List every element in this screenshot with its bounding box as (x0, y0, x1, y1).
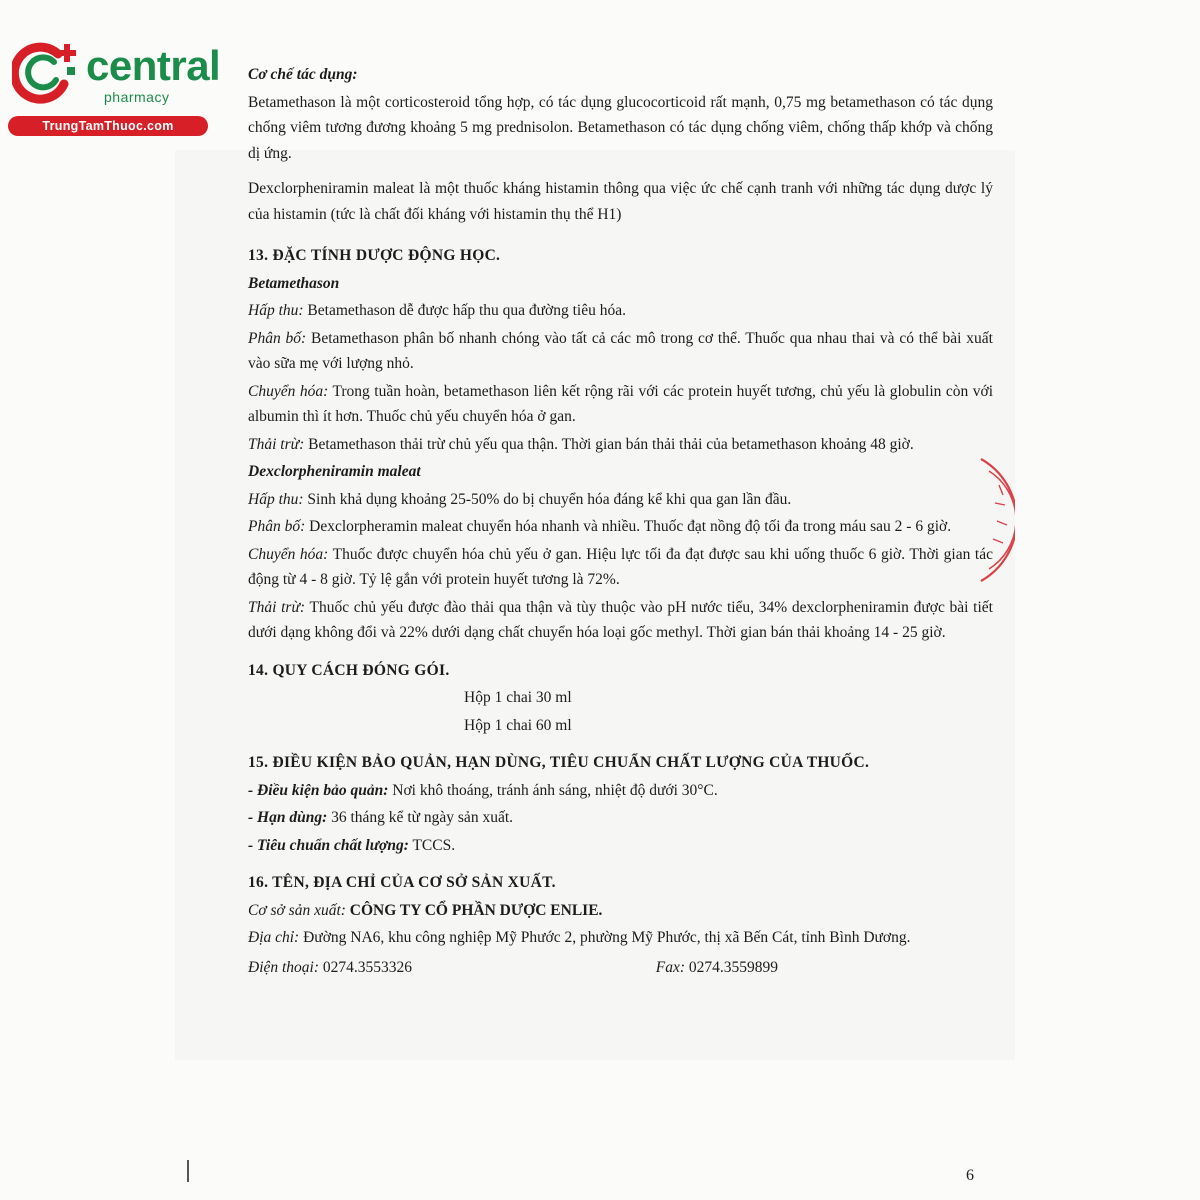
section-16-heading: 16. TÊN, ĐỊA CHỈ CỦA CƠ SỞ SẢN XUẤT. (248, 874, 556, 891)
document-body (248, 62, 993, 980)
beta-distribution: Phân bố: Betamethason phân bố nhanh chóng vào tất cả các mô trong cơ thể. Thuốc qua nhau thai và có thể bài xuất vào sữa mẹ với lượng nhỏ. (248, 329, 993, 372)
dexclorpheniramin-title: Dexclorpheniramin maleat (248, 463, 421, 480)
beta-absorption: Hấp thu: Betamethason dễ được hấp thu qua đường tiêu hóa. (248, 302, 626, 319)
beta-elimination: Thải trừ: Betamethason thải trừ chủ yếu qua thận. Thời gian bán thải thải của betamethason khoảng 48 giờ. (248, 435, 914, 453)
fax: Fax: 0274.3559899 (655, 958, 778, 976)
dex-absorption: Hấp thu: Sinh khả dụng khoảng 25-50% do bị chuyển hóa đáng kể khi qua gan lần đầu. (248, 490, 792, 508)
section-13-heading: 13. ĐẶC TÍNH DƯỢC ĐỘNG HỌC. (248, 247, 501, 264)
beta-metabolism: Chuyển hóa: Trong tuần hoàn, betamethason liên kết rộng rãi với các protein huyết tương, chủ yếu là globulin còn với albumin thì ít hơn. Thuốc chủ yếu chuyển hóa ở gan. (248, 382, 993, 425)
section-14-heading: 14. QUY CÁCH ĐÓNG GÓI. (248, 661, 450, 679)
contact-row (248, 955, 993, 981)
red-stamp-mark (975, 455, 1015, 585)
expiry: - Hạn dùng: 36 tháng kể từ ngày sản xuất. (248, 809, 514, 826)
address: Địa chỉ: Đường NA6, khu công nghiệp Mỹ Phước 2, phường Mỹ Phước, thị xã Bến Cát, tỉnh Bình Dương. (248, 929, 911, 946)
dex-distribution: Phân bố: Dexclorpheramin maleat chuyển hóa nhanh và nhiều. Thuốc đạt nồng độ tối đa trong máu sau 2 - 6 giờ. (248, 518, 952, 535)
mechanism-paragraph-2: Dexclorpheniramin maleat là một thuốc kháng histamin thông qua việc ức chế cạnh tranh với những tác dụng dược lý của histamin (tức là chất đối kháng với histamin thụ thể H1) (248, 180, 993, 223)
margin-mark (187, 1160, 189, 1182)
quality-standard: - Tiêu chuẩn chất lượng: TCCS. (248, 836, 456, 854)
page-number: 6 (966, 1167, 974, 1184)
section-15-heading: 15. ĐIỀU KIỆN BẢO QUẢN, HẠN DÙNG, TIÊU CHUẨN CHẤT LƯỢNG CỦA THUỐC. (248, 754, 870, 771)
dex-metabolism: Chuyển hóa: Thuốc được chuyển hóa chủ yếu ở gan. Hiệu lực tối đa đạt được sau khi uống thuốc 6 giờ. Thời gian tác động từ 4 - 8 giờ. Tỷ lệ gắn với protein huyết tương là 72%. (248, 545, 993, 588)
phone: Điện thoại: 0274.3553326 (248, 958, 413, 976)
logo-mark-icon (12, 40, 84, 106)
mechanism-heading: Cơ chế tác dụng: (248, 66, 358, 83)
package-item-2: Hộp 1 chai 60 ml (464, 716, 572, 734)
logo-site-banner: TrungTamThuoc.com (8, 116, 208, 136)
manufacturer: Cơ sở sản xuất: CÔNG TY CỔ PHẦN DƯỢC ENLIE. (248, 901, 603, 919)
storage-condition: - Điều kiện bảo quản: Nơi khô thoáng, tránh ánh sáng, nhiệt độ dưới 30°C. (248, 781, 718, 799)
dex-elimination: Thải trừ: Thuốc chủ yếu được đào thải qua thận và tùy thuộc vào pH nước tiểu, 34% dexclorpheniramin được bài tiết dưới dạng không đổi và 22% dưới dạng chất chuyển hóa loại gốc methyl. Thời gian bán thải khoảng 14 - 25 giờ. (248, 598, 993, 641)
betamethason-title: Betamethason (248, 274, 340, 292)
logo-brand-text: central (86, 42, 221, 89)
logo-sub-text: pharmacy (104, 89, 170, 105)
package-item-1: Hộp 1 chai 30 ml (464, 689, 572, 706)
mechanism-paragraph-1: Betamethason là một corticosteroid tổng hợp, có tác dụng glucocorticoid rất mạnh, 0,75 mg betamethason có tác dụng chống viêm tương đương khoảng 5 mg prednisolon. Betamethason có tác dụng chống viêm, chống thấp khớp và chống dị ứng. (248, 93, 993, 162)
central-pharmacy-logo (8, 40, 221, 140)
